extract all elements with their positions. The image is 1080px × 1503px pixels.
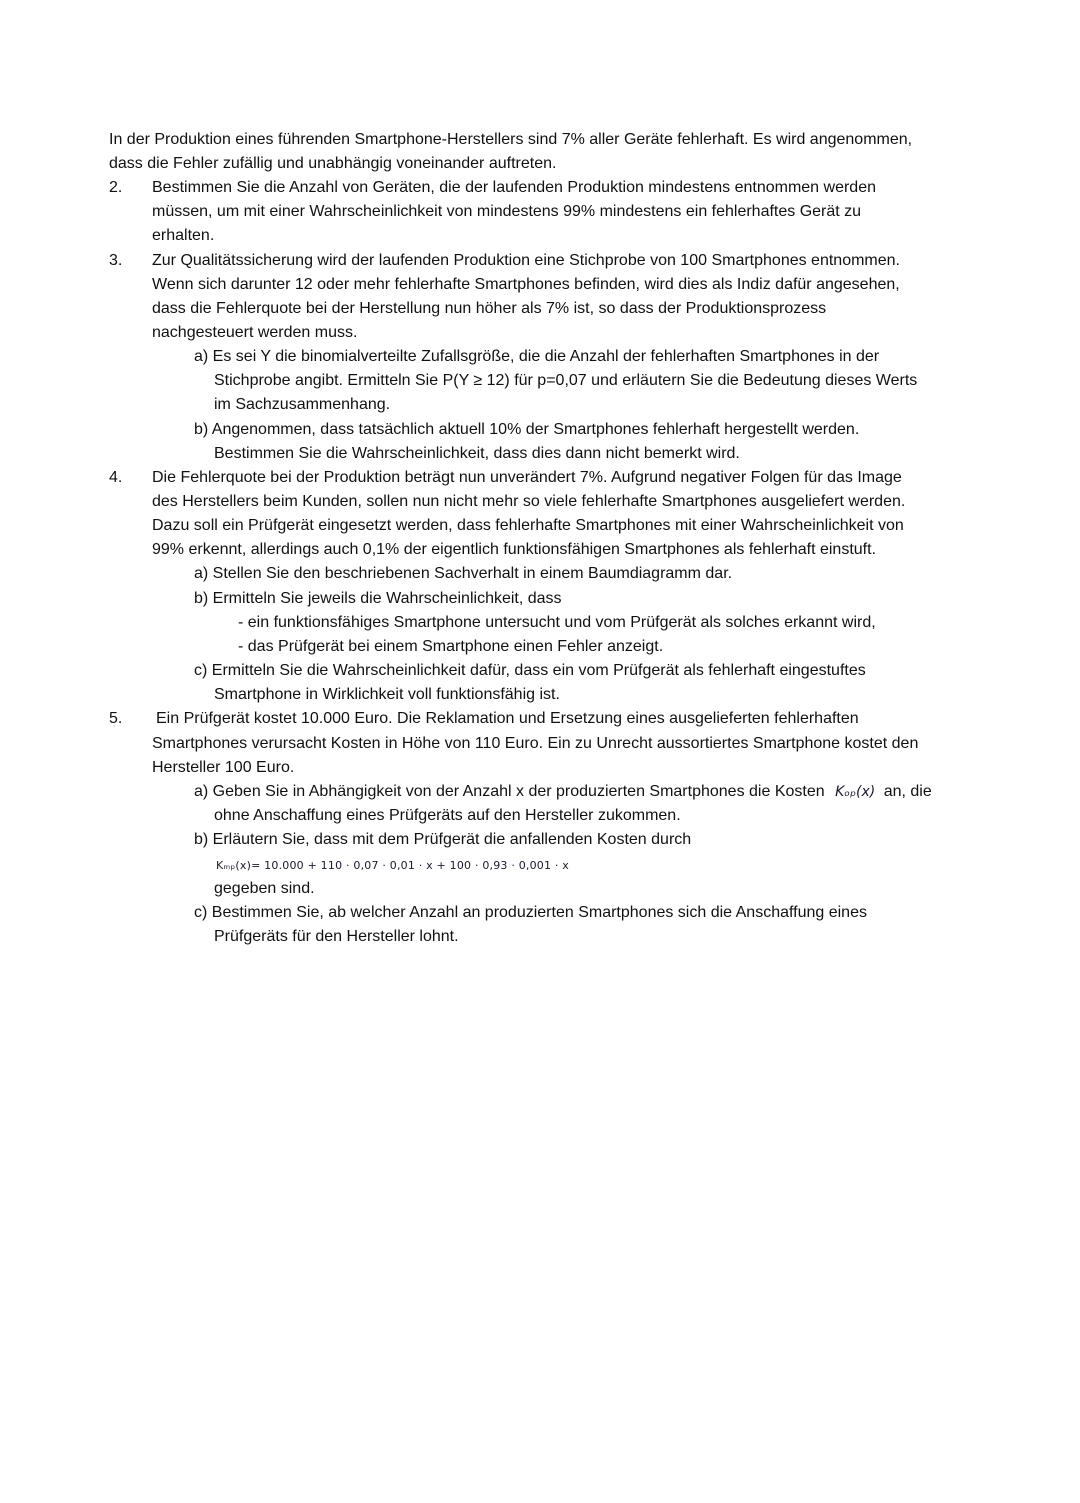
task-5b-line-1: b) Erläutern Sie, dass mit dem Prüfgerät die anfallenden Kosten durch: [194, 831, 692, 848]
task-4-number: 4.: [109, 469, 123, 486]
task-2-line-3: erhalten.: [152, 227, 215, 244]
task-4-line-4: 99% erkennt, allerdings auch 0,1% der eigentlich funktionsfähigen Smartphones als fehlerhaft einstuft.: [152, 541, 876, 558]
task-2-line-1: Bestimmen Sie die Anzahl von Geräten, die der laufenden Produktion mindestens entnommen werden: [152, 179, 876, 196]
task-5-line-2: Smartphones verursacht Kosten in Höhe von 110 Euro. Ein zu Unrecht aussortiertes Smartphone kostet den: [152, 735, 919, 752]
task-4-line-1: Die Fehlerquote bei der Produktion beträgt nun unverändert 7%. Aufgrund negativer Folgen für das Image: [152, 469, 902, 486]
intro-line-1: In der Produktion eines führenden Smartphone-Herstellers sind 7% aller Geräte fehlerhaft. Es wird angenommen,: [109, 131, 913, 148]
task-3a-line-3: im Sachzusammenhang.: [214, 396, 391, 413]
task-3-line-3: dass die Fehlerquote bei der Herstellung nun höher als 7% ist, so dass der Produktionsprozess: [152, 300, 827, 317]
task-5a-line-2: ohne Anschaffung eines Prüfgeräts auf den Hersteller zukommen.: [214, 807, 681, 824]
task-5-line-1: Ein Prüfgerät kostet 10.000 Euro. Die Reklamation und Ersetzung eines ausgelieferten fehlerhaften: [156, 710, 859, 727]
task-5a-line-1: [194, 780, 932, 804]
task-5a-handwritten-cost-symbol: Kₒₚ(x): [835, 784, 876, 800]
task-5b-handwritten-formula: Kₘₚ(x)= 10.000 + 110 · 0,07 · 0,01 · x + 100 · 0,93 · 0,001 · x: [216, 859, 570, 872]
task-2-number: 2.: [109, 179, 123, 196]
task-3-number: 3.: [109, 252, 123, 269]
task-4c-line-1: c) Ermitteln Sie die Wahrscheinlichkeit dafür, dass ein vom Prüfgerät als fehlerhaft eingestuftes: [194, 662, 866, 679]
task-4b-bullet-2: - das Prüfgerät bei einem Smartphone einen Fehler anzeigt.: [238, 638, 664, 655]
task-4b-line-1: b) Ermitteln Sie jeweils die Wahrscheinlichkeit, dass: [194, 590, 562, 607]
task-3a-line-1: a) Es sei Y die binomialverteilte Zufallsgröße, die die Anzahl der fehlerhaften Smartphones in der: [194, 348, 880, 365]
task-4c-line-2: Smartphone in Wirklichkeit voll funktionsfähig ist.: [214, 686, 560, 703]
task-4-line-2: des Herstellers beim Kunden, sollen nun nicht mehr so viele fehlerhafte Smartphones ausgeliefert werden.: [152, 493, 906, 510]
task-5-number: 5.: [109, 710, 123, 727]
task-2-line-2: müssen, um mit einer Wahrscheinlichkeit von mindestens 99% mindestens ein fehlerhaftes Gerät zu: [152, 203, 862, 220]
task-5c-line-2: Prüfgeräts für den Hersteller lohnt.: [214, 928, 459, 945]
task-4b-bullet-1: - ein funktionsfähiges Smartphone untersucht und vom Prüfgerät als solches erkannt wird,: [238, 614, 876, 631]
task-5-line-3: Hersteller 100 Euro.: [152, 759, 295, 776]
task-3b-line-1: b) Angenommen, dass tatsächlich aktuell 10% der Smartphones fehlerhaft hergestellt werden.: [194, 421, 860, 438]
task-4-line-3: Dazu soll ein Prüfgerät eingesetzt werden, dass fehlerhafte Smartphones mit einer Wahrscheinlichkeit von: [152, 517, 904, 534]
task-5b-line-2: gegeben sind.: [214, 880, 315, 897]
task-4a-line-1: a) Stellen Sie den beschriebenen Sachverhalt in einem Baumdiagramm dar.: [194, 565, 733, 582]
task-3a-line-2: Stichprobe angibt. Ermitteln Sie P(Y ≥ 12) für p=0,07 und erläutern Sie die Bedeutung dieses Werts: [214, 372, 918, 389]
task-3b-line-2: Bestimmen Sie die Wahrscheinlichkeit, dass dies dann nicht bemerkt wird.: [214, 445, 740, 462]
task-3-line-4: nachgesteuert werden muss.: [152, 324, 358, 341]
task-5a-line-1-pre: a) Geben Sie in Abhängigkeit von der Anzahl x der produzierten Smartphones die Kosten: [194, 783, 825, 800]
task-5c-line-1: c) Bestimmen Sie, ab welcher Anzahl an produzierten Smartphones sich die Anschaffung eines: [194, 904, 867, 921]
task-5a-line-1-post: an, die: [883, 783, 932, 800]
task-3-line-1: Zur Qualitätssicherung wird der laufenden Produktion eine Stichprobe von 100 Smartphones entnommen.: [152, 252, 900, 269]
intro-line-2: dass die Fehler zufällig und unabhängig voneinander auftreten.: [109, 155, 557, 172]
task-3-line-2: Wenn sich darunter 12 oder mehr fehlerhafte Smartphones befinden, wird dies als Indiz dafür angesehen,: [152, 276, 900, 293]
